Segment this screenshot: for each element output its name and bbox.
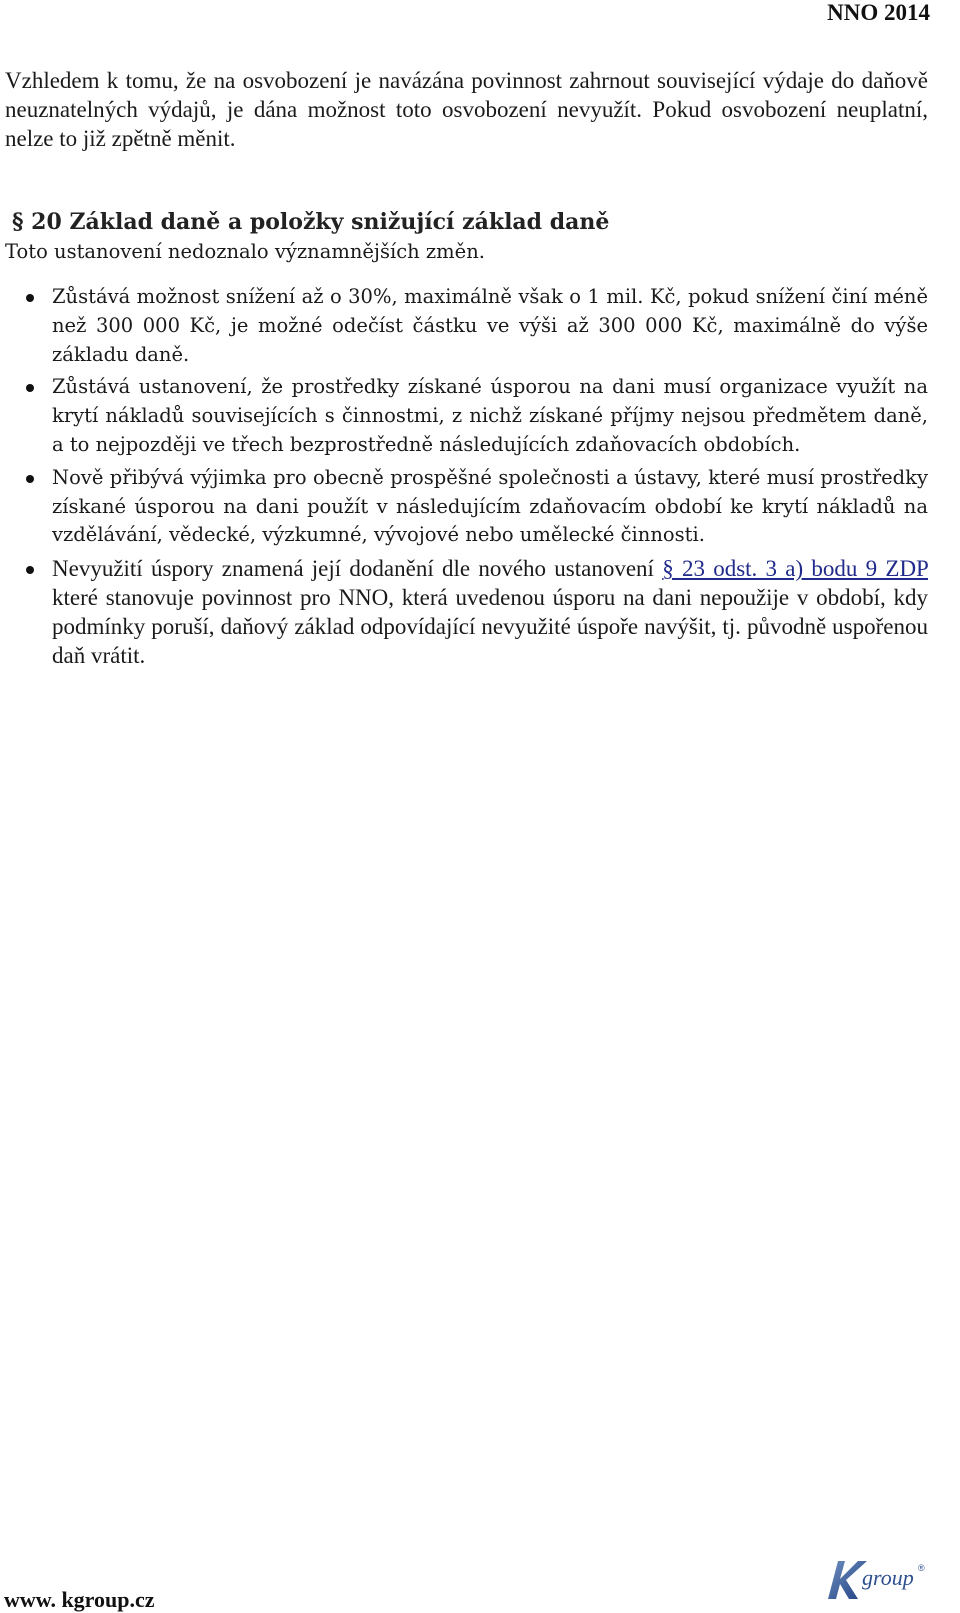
document-header-label: NNO 2014 [827,0,930,25]
bullet-icon [26,294,34,302]
list-item [5,283,928,369]
list-item-text: Nově přibývá výjimka pro obecně prospěšné společnosti a ústavy, které musí prostředky získané úsporou na dani použít v následujícím zdaňovacím období ke krytí nákladů na vzdělávání, vědecké, výzkumné, vývojové nebo umělecké činnosti. [52,465,928,547]
page-content [5,66,928,674]
bullet-icon [26,384,34,392]
law-reference-link[interactable]: § 23 odst. 3 a) bodu 9 ZDP [662,556,928,582]
k-group-logo-icon [822,1555,932,1605]
list-item-text-before: Nevyužití úspory znamená její dodanění dle nového ustanovení [52,556,663,582]
section-subtitle: Toto ustanovení nedoznalo významnějších změn. [5,240,485,263]
list-item [5,373,928,459]
bullet-icon [26,475,34,483]
section-heading: § 20 Základ daně a položky snižující základ daně [12,209,610,235]
bullet-list [5,283,928,670]
logo-wordmark: group [862,1565,914,1590]
logo-registered-mark: ® [918,1563,925,1573]
bullet-icon [26,566,34,574]
list-item-text: Zůstává ustanovení, že prostředky získané úsporou na dani musí organizace využít na krytí nákladů souvisejících s činnostmi, z nichž získané příjmy nejsou předmětem daně, a to nejpozději ve třech bezprostředně následujících zdaňovacích obdobích. [52,375,928,456]
list-item [5,554,928,670]
list-item [5,464,928,550]
list-item-text: Zůstává možnost snížení až o 30%, maximálně však o 1 mil. Kč, pokud snížení činí méně než 300 000 Kč, je možné odečíst částku ve výši až 300 000 Kč, maximálně do výše základu daně. [52,285,928,366]
footer-website: www. kgroup.cz [4,1587,155,1612]
list-item-text-after: které stanovuje povinnost pro NNO, která uvedenou úsporu na dani nepoužije v období, kdy podmínky poruší, daňový základ odpovídající nevyužité úspoře navýšit, tj. původně uspořenou daň vrátit. [52,585,928,669]
intro-paragraph: Vzhledem k tomu, že na osvobození je navázána povinnost zahrnout související výdaje do daňově neuznatelných výdajů, je dána možnost toto osvobození nevyužít. Pokud osvobození neuplatní, nelze to již zpětně měnit. [5,68,928,151]
